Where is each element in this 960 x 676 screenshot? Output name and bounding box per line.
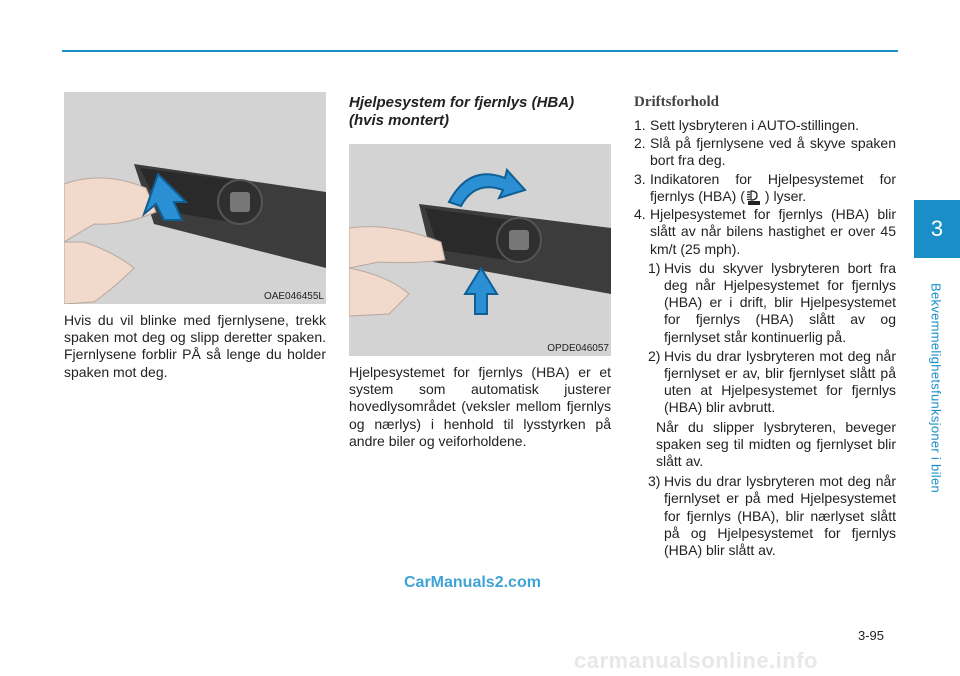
right-column: [634, 92, 896, 561]
hba-figure: [349, 144, 611, 356]
middle-column: [349, 92, 611, 450]
operating-conditions-heading: Driftsforhold: [634, 94, 719, 110]
chapter-title: Bekvemmelighetsfunksjoner i bilen: [928, 282, 944, 494]
list-item: 1. Sett lysbryteren i AUTO-stillingen.: [634, 117, 860, 133]
hba-description: Hjelpesystemet for fjernlys (HBA) er et system som automatisk justerer hovedlysområdet (veksler mellom fjernlys og nærlys) i henhold til lysstyrken på andre biler og veiforholdene.: [349, 364, 611, 449]
chapter-tab: [914, 200, 960, 258]
release-note: Når du slipper lysbryteren, beveger spaken seg til midten og fjernlyset blir slått av.: [656, 418, 896, 469]
top-rule: [62, 50, 898, 52]
figure-code: OAE046455L: [263, 291, 324, 302]
watermark: CarManuals2.com: [404, 574, 541, 591]
page-number: 3-95: [858, 628, 885, 643]
section-heading: Hjelpesystem for fjernlys (HBA) (hvis montert): [349, 94, 575, 129]
list-item: 2. Slå på fjernlysene ved å skyve spaken bort fra deg.: [634, 135, 896, 169]
chapter-number: 3: [930, 216, 944, 241]
flash-high-beam-figure: [64, 92, 326, 304]
sub-list-item: 2) Hvis du drar lysbryteren mot deg når fjernlyset er av, blir fjernlyset slått på uten at Hjelpesystemet for fjernlys (HBA) blir avbrutt.: [648, 347, 896, 416]
figure-code: OPDE046057: [547, 343, 609, 354]
hba-auto-icon: [746, 189, 764, 205]
sub-list-item: 3) Hvis du drar lysbryteren mot deg når fjernlyset er på med Hjelpesystemet for fjernlys (HBA), blir nærlyset slått på og Hjelpesystemet for fjernlys (HBA) blir slått av.: [648, 473, 896, 558]
list-item: 3. Indikatoren for Hjelpesystemet for fjernlys (HBA) ( ) lyser.: [634, 170, 896, 204]
left-column: [64, 92, 326, 381]
sub-list-item: 1) Hvis du skyver lysbryteren bort fra deg når Hjelpesystemet for fjernlys (HBA) er i drift, blir Hjelpesystemet for fjernlys (HBA) slått av og fjernlyset står kontinuerlig på.: [648, 259, 896, 345]
watermark: carmanualsonline.info: [574, 648, 818, 673]
flash-instructions: Hvis du vil blinke med fjernlysene, trekk spaken mot deg og slipp deretter spaken. Fjernlysene forblir PÅ så lenge du holder spaken mot deg.: [64, 312, 326, 380]
list-item: 4. Hjelpesystemet for fjernlys (HBA) blir slått av når bilens hastighet er over 45 km/t (25 mph).: [634, 206, 896, 257]
lever-pull-illustration: [64, 92, 326, 304]
lever-push-illustration: [349, 144, 611, 356]
